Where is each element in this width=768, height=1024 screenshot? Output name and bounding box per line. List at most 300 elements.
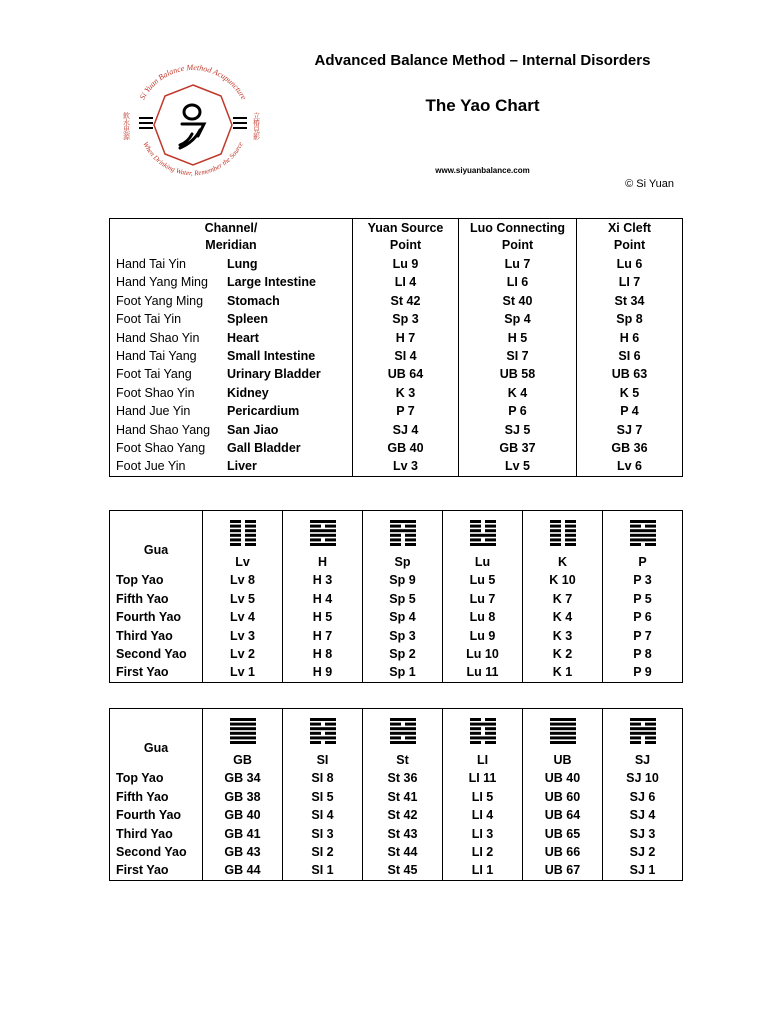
channel-name: Foot Jue Yin <box>116 459 186 474</box>
hexagram-cell <box>523 511 603 554</box>
yuan-point-cell: Sp 3 <box>353 310 459 328</box>
yao-point-cell: Lv 4 <box>203 608 283 626</box>
hexagram-row <box>110 511 683 554</box>
yao-point-cell: SJ 2 <box>603 843 683 861</box>
yin-line <box>405 543 416 546</box>
channel-name: Hand Tai Yang <box>116 349 197 364</box>
yin-line <box>630 736 641 739</box>
luo-point-cell: SJ 5 <box>459 421 577 439</box>
yao-point-cell: P 8 <box>603 645 683 663</box>
yin-line <box>630 525 641 528</box>
header-line: Point <box>389 238 422 252</box>
yao-label: Second Yao <box>116 845 187 860</box>
yin-line <box>565 520 576 523</box>
yin-line <box>485 538 496 541</box>
yin-line <box>630 543 641 546</box>
yao-point-cell: GB 40 <box>203 806 283 824</box>
channel-cell <box>110 292 353 310</box>
hexagram-cell <box>203 709 283 752</box>
yao-label: Fifth Yao <box>116 591 169 606</box>
hexagram-icon <box>230 520 256 548</box>
yao-label: Third Yao <box>116 628 173 643</box>
yao-point-cell: UB 60 <box>523 788 603 806</box>
yin-line <box>230 520 241 523</box>
yao-point-cell: Sp 2 <box>363 645 443 663</box>
header-line: Point <box>501 238 534 252</box>
yang-line <box>550 727 576 730</box>
yao-row <box>110 843 683 861</box>
yao-row <box>110 861 683 880</box>
yao-label: Fourth Yao <box>116 610 182 625</box>
yang-line <box>230 741 256 744</box>
yao-point-cell: Lu 10 <box>443 645 523 663</box>
yao-point-cell: St 42 <box>363 806 443 824</box>
channel-name: Hand Shao Yang <box>116 422 211 437</box>
yin-line <box>405 525 416 528</box>
meridian-row <box>110 421 683 439</box>
header-line: Meridian <box>205 238 257 252</box>
meridian-name: Kidney <box>227 385 269 400</box>
channel-name: Hand Yang Ming <box>116 275 208 290</box>
organ-label: P <box>603 553 683 571</box>
yin-line <box>390 736 401 739</box>
header-line: Xi Cleft <box>607 221 652 235</box>
yin-line <box>310 741 321 744</box>
yin-line <box>630 741 641 744</box>
yang-line <box>550 718 576 721</box>
yang-line <box>390 718 416 721</box>
yin-line <box>405 538 416 541</box>
yao-point-cell: St 41 <box>363 788 443 806</box>
yang-line <box>470 736 496 739</box>
yao-point-cell: SJ 1 <box>603 861 683 880</box>
organ-label: K <box>523 553 603 571</box>
yao-point-cell: GB 43 <box>203 843 283 861</box>
yao-point-cell: H 7 <box>283 627 363 645</box>
channel-name: Foot Yang Ming <box>116 293 204 308</box>
organ-label: Sp <box>363 553 443 571</box>
yin-line <box>550 525 561 528</box>
logo-right-chars: 立樁見影 <box>252 112 260 140</box>
meridian-header-cell <box>110 219 353 256</box>
yin-line <box>550 543 561 546</box>
yao-point-cell: Lv 8 <box>203 571 283 589</box>
yao-point-cell: Lu 7 <box>443 590 523 608</box>
yin-line <box>565 529 576 532</box>
yang-line <box>390 727 416 730</box>
yao-label: Fourth Yao <box>116 808 182 823</box>
yao-point-cell: SJ 3 <box>603 825 683 843</box>
xi-point-cell: Lu 6 <box>577 255 683 273</box>
gua-label: Gua <box>143 741 169 755</box>
yao-point-cell: Lu 8 <box>443 608 523 626</box>
yang-line <box>310 736 336 739</box>
yao-label: Second Yao <box>116 647 187 662</box>
yao-row <box>110 663 683 682</box>
yin-line <box>325 525 336 528</box>
meridian-header-row <box>110 219 683 256</box>
meridian-row <box>110 384 683 402</box>
yao-point-cell: Lu 5 <box>443 571 523 589</box>
yin-line <box>245 543 256 546</box>
hexagram-icon <box>390 520 416 548</box>
channel-name: Hand Jue Yin <box>116 404 191 419</box>
yin-line <box>645 723 656 726</box>
luo-point-cell: St 40 <box>459 292 577 310</box>
yao-row <box>110 806 683 824</box>
yao-point-cell: Lu 11 <box>443 663 523 682</box>
yang-line <box>550 736 576 739</box>
meridian-row <box>110 365 683 383</box>
hexagram-cell <box>363 709 443 752</box>
yao-point-cell: P 9 <box>603 663 683 682</box>
yang-line <box>310 534 336 537</box>
channel-name: Foot Tai Yin <box>116 312 182 327</box>
yin-line <box>310 525 321 528</box>
yin-line <box>645 525 656 528</box>
yuan-point-cell: GB 40 <box>353 439 459 457</box>
organ-label: H <box>283 553 363 571</box>
meridian-header-cell <box>577 219 683 256</box>
hexagram-cell <box>603 511 683 554</box>
channel-cell <box>110 273 353 291</box>
xi-point-cell: GB 36 <box>577 439 683 457</box>
luo-point-cell: P 6 <box>459 402 577 420</box>
hexagram-icon <box>390 718 416 746</box>
yin-line <box>565 538 576 541</box>
yang-line <box>550 732 576 735</box>
luo-point-cell: Lu 7 <box>459 255 577 273</box>
channel-name: Foot Tai Yang <box>116 367 192 382</box>
meridian-row <box>110 329 683 347</box>
yin-line <box>470 538 481 541</box>
yao-point-cell: Sp 4 <box>363 608 443 626</box>
yao-point-cell: GB 41 <box>203 825 283 843</box>
yao-point-cell: K 2 <box>523 645 603 663</box>
yao-row <box>110 571 683 589</box>
yang-line <box>230 723 256 726</box>
yang-line <box>230 727 256 730</box>
yin-line <box>550 520 561 523</box>
yin-line <box>565 525 576 528</box>
yuan-point-cell: K 3 <box>353 384 459 402</box>
yao-label: Fifth Yao <box>116 789 169 804</box>
yao-point-cell: H 3 <box>283 571 363 589</box>
yao-point-cell: GB 34 <box>203 769 283 787</box>
hexagram-icon <box>550 520 576 548</box>
meridian-name: Stomach <box>227 293 280 308</box>
channel-cell <box>110 365 353 383</box>
meridian-row <box>110 439 683 457</box>
channel-cell <box>110 457 353 476</box>
yang-line <box>630 529 656 532</box>
yao-point-cell: UB 64 <box>523 806 603 824</box>
organ-label: UB <box>523 751 603 769</box>
yin-line <box>245 520 256 523</box>
yao-point-cell: H 9 <box>283 663 363 682</box>
yao-point-cell: P 7 <box>603 627 683 645</box>
yang-line <box>310 727 336 730</box>
yao-point-cell: K 4 <box>523 608 603 626</box>
yao-point-cell: Sp 9 <box>363 571 443 589</box>
yao-point-cell: St 36 <box>363 769 443 787</box>
organ-label: SI <box>283 751 363 769</box>
meridian-row <box>110 273 683 291</box>
meridian-row <box>110 347 683 365</box>
yang-line <box>310 543 336 546</box>
yin-line <box>550 534 561 537</box>
yin-line <box>485 529 496 532</box>
yuan-point-cell: H 7 <box>353 329 459 347</box>
yuan-point-cell: Lu 9 <box>353 255 459 273</box>
yao-point-cell: LI 1 <box>443 861 523 880</box>
yao-point-cell: Lv 3 <box>203 627 283 645</box>
yin-line <box>470 727 481 730</box>
yin-line <box>485 718 496 721</box>
yin-line <box>310 723 321 726</box>
yin-line <box>230 525 241 528</box>
xi-point-cell: St 34 <box>577 292 683 310</box>
yin-line <box>230 529 241 532</box>
meridian-name: Gall Bladder <box>227 441 301 456</box>
luo-point-cell: LI 6 <box>459 273 577 291</box>
header-line: Point <box>613 238 646 252</box>
si-yuan-logo <box>118 50 268 200</box>
meridian-points-table <box>109 218 683 477</box>
yin-line <box>645 741 656 744</box>
yang-line <box>310 520 336 523</box>
xi-point-cell: UB 63 <box>577 365 683 383</box>
luo-point-cell: H 5 <box>459 329 577 347</box>
yang-line <box>230 736 256 739</box>
yao-point-cell: K 1 <box>523 663 603 682</box>
meridian-name: San Jiao <box>227 422 279 437</box>
luo-point-cell: Lv 5 <box>459 457 577 476</box>
channel-cell <box>110 329 353 347</box>
yao-row <box>110 645 683 663</box>
xi-point-cell: Sp 8 <box>577 310 683 328</box>
yao-label: Third Yao <box>116 826 173 841</box>
yang-line <box>550 741 576 744</box>
meridian-name: Heart <box>227 330 259 345</box>
gua-label: Gua <box>143 543 169 557</box>
logo-ring-text-bottom: When Drinking Water, Remember the Source <box>141 140 245 178</box>
yao-point-cell: H 8 <box>283 645 363 663</box>
luo-point-cell: UB 58 <box>459 365 577 383</box>
yin-line <box>405 736 416 739</box>
yin-line <box>550 538 561 541</box>
yin-line <box>390 723 401 726</box>
yao-point-cell: LI 4 <box>443 806 523 824</box>
yao-point-cell: SJ 10 <box>603 769 683 787</box>
meridian-name: Pericardium <box>227 404 300 419</box>
yin-line <box>405 534 416 537</box>
yao-point-cell: UB 65 <box>523 825 603 843</box>
yao-point-cell: H 4 <box>283 590 363 608</box>
yao-point-cell: K 10 <box>523 571 603 589</box>
yin-line <box>565 534 576 537</box>
yuan-point-cell: P 7 <box>353 402 459 420</box>
yin-line <box>485 732 496 735</box>
organ-label: Lu <box>443 553 523 571</box>
yao-label: First Yao <box>116 665 169 680</box>
yao-point-cell: SI 8 <box>283 769 363 787</box>
organ-label: Lv <box>203 553 283 571</box>
yao-point-cell: K 7 <box>523 590 603 608</box>
hexagram-cell <box>443 511 523 554</box>
yang-line <box>390 732 416 735</box>
xi-point-cell: H 6 <box>577 329 683 347</box>
meridian-row <box>110 310 683 328</box>
meridian-name: Urinary Bladder <box>227 367 321 382</box>
yao-point-cell: UB 40 <box>523 769 603 787</box>
yao-point-cell: UB 67 <box>523 861 603 880</box>
channel-cell <box>110 439 353 457</box>
yao-point-cell: SI 3 <box>283 825 363 843</box>
yao-point-cell: LI 11 <box>443 769 523 787</box>
channel-cell <box>110 402 353 420</box>
header-line: Luo Connecting <box>469 221 566 235</box>
yin-line <box>390 538 401 541</box>
organ-label: GB <box>203 751 283 769</box>
svg-text:When Drinking Water, Remember <box>141 141 245 178</box>
logo-ring-text-top: Si Yuan Balance Method Acupuncture <box>137 62 249 102</box>
hexagram-icon <box>470 520 496 548</box>
channel-name: Hand Shao Yin <box>116 330 200 345</box>
luo-point-cell: GB 37 <box>459 439 577 457</box>
hexagram-icon <box>470 718 496 746</box>
yin-line <box>245 525 256 528</box>
yang-line <box>470 543 496 546</box>
yao-point-cell: P 3 <box>603 571 683 589</box>
yao-label: Top Yao <box>116 573 164 588</box>
yuan-point-cell: St 42 <box>353 292 459 310</box>
yin-line <box>230 543 241 546</box>
gua-yao-table-1 <box>109 510 683 683</box>
document-title: Advanced Balance Method – Internal Disorders <box>314 52 651 69</box>
meridian-name: Liver <box>227 459 257 474</box>
yin-line <box>565 543 576 546</box>
meridian-row <box>110 457 683 476</box>
yao-point-cell: UB 66 <box>523 843 603 861</box>
yang-line <box>310 718 336 721</box>
yao-point-cell: LI 3 <box>443 825 523 843</box>
yang-line <box>550 723 576 726</box>
yang-line <box>630 732 656 735</box>
yang-line <box>390 529 416 532</box>
hexagram-cell <box>363 511 443 554</box>
hexagram-cell <box>443 709 523 752</box>
meridian-header-cell <box>353 219 459 256</box>
gua-yao-table-2 <box>109 708 683 881</box>
hexagram-row <box>110 709 683 752</box>
yao-row <box>110 825 683 843</box>
hexagram-cell <box>603 709 683 752</box>
yang-line <box>470 534 496 537</box>
yuan-point-cell: LI 4 <box>353 273 459 291</box>
yang-line <box>470 723 496 726</box>
yao-point-cell: H 5 <box>283 608 363 626</box>
luo-point-cell: SI 7 <box>459 347 577 365</box>
channel-cell <box>110 384 353 402</box>
yao-point-cell: LI 2 <box>443 843 523 861</box>
yang-line <box>230 718 256 721</box>
meridian-name: Lung <box>227 257 258 271</box>
yin-line <box>390 525 401 528</box>
yang-line <box>630 538 656 541</box>
yao-row <box>110 608 683 626</box>
yao-point-cell: P 6 <box>603 608 683 626</box>
yao-point-cell: GB 38 <box>203 788 283 806</box>
xi-point-cell: LI 7 <box>577 273 683 291</box>
website-link[interactable]: www.siyuanbalance.com <box>435 166 530 175</box>
meridian-row <box>110 292 683 310</box>
yang-line <box>630 520 656 523</box>
channel-cell <box>110 347 353 365</box>
yao-row <box>110 627 683 645</box>
meridian-name: Spleen <box>227 312 268 327</box>
xi-point-cell: P 4 <box>577 402 683 420</box>
yao-point-cell: Sp 3 <box>363 627 443 645</box>
yin-line <box>245 534 256 537</box>
yao-point-cell: Lv 5 <box>203 590 283 608</box>
xi-point-cell: K 5 <box>577 384 683 402</box>
yao-point-cell: LI 5 <box>443 788 523 806</box>
yin-line <box>550 529 561 532</box>
yao-point-cell: GB 44 <box>203 861 283 880</box>
yin-line <box>325 732 336 735</box>
yuan-point-cell: SI 4 <box>353 347 459 365</box>
hexagram-icon <box>230 718 256 746</box>
yin-line <box>470 718 481 721</box>
yin-line <box>245 538 256 541</box>
yin-line <box>485 525 496 528</box>
yin-line <box>470 529 481 532</box>
xi-point-cell: SJ 7 <box>577 421 683 439</box>
yang-line <box>630 718 656 721</box>
yao-point-cell: Lv 2 <box>203 645 283 663</box>
luo-point-cell: K 4 <box>459 384 577 402</box>
yin-line <box>485 520 496 523</box>
yin-line <box>310 538 321 541</box>
yao-point-cell: St 45 <box>363 861 443 880</box>
meridian-row <box>110 402 683 420</box>
yuan-point-cell: Lv 3 <box>353 457 459 476</box>
hexagram-icon <box>550 718 576 746</box>
yao-point-cell: SJ 6 <box>603 788 683 806</box>
yang-line <box>630 534 656 537</box>
copyright-notice: © Si Yuan <box>625 178 674 190</box>
header-line: Yuan Source <box>367 221 444 235</box>
xi-point-cell: Lv 6 <box>577 457 683 476</box>
yao-point-cell: SI 1 <box>283 861 363 880</box>
channel-name: Foot Shao Yin <box>116 385 195 400</box>
yao-point-cell: SI 5 <box>283 788 363 806</box>
yin-line <box>245 529 256 532</box>
channel-name: Hand Tai Yin <box>116 257 186 271</box>
hexagram-icon <box>630 520 656 548</box>
yin-line <box>485 741 496 744</box>
yao-point-cell: St 44 <box>363 843 443 861</box>
yang-line <box>390 741 416 744</box>
yang-line <box>390 520 416 523</box>
hexagram-cell <box>203 511 283 554</box>
meridian-name: Large Intestine <box>227 275 316 290</box>
yao-point-cell: St 43 <box>363 825 443 843</box>
yang-line <box>630 727 656 730</box>
hexagram-icon <box>630 718 656 746</box>
yang-line <box>310 529 336 532</box>
